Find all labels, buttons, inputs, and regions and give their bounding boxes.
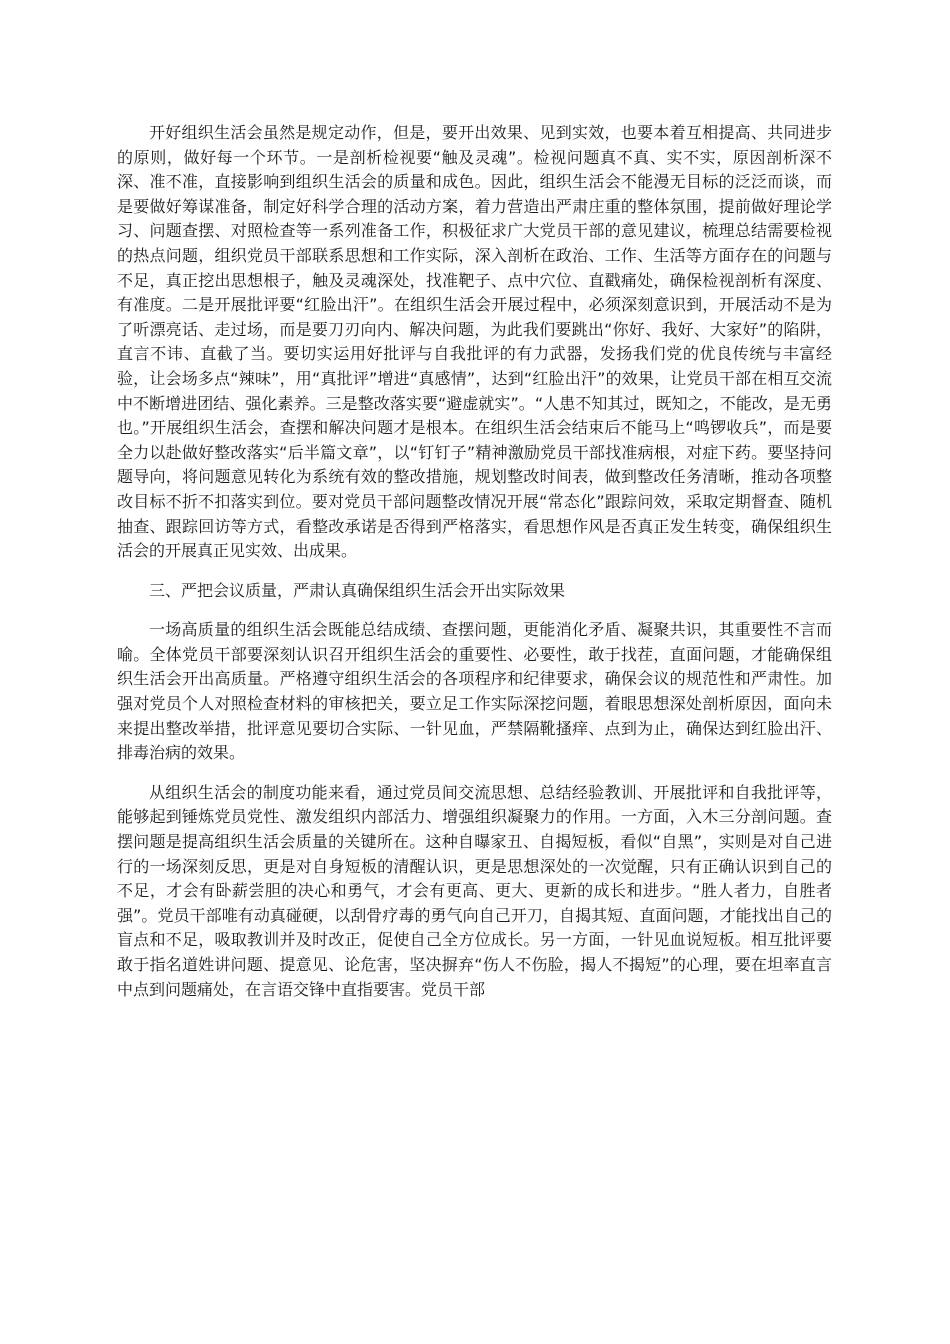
paragraph-2: 一场高质量的组织生活会既能总结成绩、查摆问题，更能消化矛盾、凝聚共识，其重要性不言而喻。全体党员干部要深刻认识召开组织生活会的重要性、必要性，敢于找茬，直面问题，才能确保组织生活会开出高质量。严格遵守组织生活会的各项程序和纪律要求，确保会议的规范性和严肃性。加强对党员个人对照检查材料的审核把关，要立足工作实际深挖问题，着眼思想深处剖析原因，面向未来提出整改举措，批评意见要切合实际、一针见血，严禁隔靴搔痒、点到为止，确保达到红脸出汗、排毒治病的效果。	[117, 620, 832, 763]
paragraph-3: 从组织生活会的制度功能来看，通过党员间交流思想、总结经验教训、开展批评和自我批评等，能够起到锤炼党员党性、激发组织内部活力、增强组织凝聚力的作用。一方面，入木三分剖问题。查摆问题是提高组织生活会质量的关键所在。这种自曝家丑、自揭短板，看似“自黑”，实则是对自己进行的一场深刻反思，更是对自身短板的清醒认识，更是思想深处的一次觉醒，只有正确认识到自己的不足，才会有卧薪尝胆的决心和勇气，才会有更高、更大、更新的成长和进步。“胜人者力，自胜者强”。党员干部唯有动真碰硬，以刮骨疗毒的勇气向自己开刀，自揭其短、直面问题，才能找出自己的盲点和不足，吸取教训并及时改正，促使自己全方位成长。另一方面，一针见血说短板。相互批评要敢于指名道姓讲问题、提意见、论危害，坚决摒弃“伤人不伤脸，揭人不揭短”的心理，要在坦率直言中点到问题痛处，在言语交锋中直指要害。党员干部	[117, 782, 832, 999]
document-page	[117, 121, 832, 1002]
paragraph-gap	[117, 603, 832, 618]
paragraph-gap	[117, 564, 832, 579]
paragraph-gap	[117, 766, 832, 781]
section-heading: 三、严把会议质量，严肃认真确保组织生活会开出实际效果	[149, 580, 566, 600]
paragraph-1: 开好组织生活会虽然是规定动作，但是，要开出效果、见到实效，也要本着互相提高、共同进步的原则，做好每一个环节。一是剖析检视要“触及灵魂”。检视问题真不真、实不实，原因剖析深不深、准不准，直接影响到组织生活会的质量和成色。因此，组织生活会不能漫无目标的泛泛而谈，而是要做好筹谋准备，制定好科学合理的活动方案，着力营造出严肃庄重的整体氛围，提前做好理论学习、问题查摆、对照检查等一系列准备工作，积极征求广大党员干部的意见建议，梳理总结需要检视的热点问题，组织党员干部联系思想和工作实际，深入剖析在政治、工作、生活等方面存在的问题与不足，真正挖出思想根子，触及灵魂深处，找准靶子、点中穴位、直戳痛处，确保检视剖析有深度、有准度。二是开展批评要“红脸出汗”。在组织生活会开展过程中，必须深刻意识到，开展活动不是为了听漂亮话、走过场，而是要刀刃向内、解决问题，为此我们要跳出“你好、我好、大家好”的陷阱，直言不讳、直截了当。要切实运用好批评与自我批评的有力武器，发扬我们党的优良传统与丰富经验，让会场多点“辣味”，用“真批评”增进“真感情”，达到“红脸出汗”的效果，让党员干部在相互交流中不断增进团结、强化素养。三是整改落实要“避虚就实”。“人患不知其过，既知之，不能改，是无勇也。”开展组织生活会，查摆和解决问题才是根本。在组织生活会结束后不能马上“鸣锣收兵”，而是要全力以赴做好整改落实“后半篇文章”，以“钉钉子”精神激励党员干部找准病根，对症下药。要坚持问题导向，将问题意见转化为系统有效的整改措施，规划整改时间表，做到整改任务清晰，推动各项整改目标不折不扣落实到位。要对党员干部问题整改情况开展“常态化”跟踪问效，采取定期督查、随机抽查、跟踪回访等方式，看整改承诺是否得到严格落实，看思想作风是否真正发生转变，确保组织生活会的开展真正见实效、出成果。	[117, 123, 832, 561]
